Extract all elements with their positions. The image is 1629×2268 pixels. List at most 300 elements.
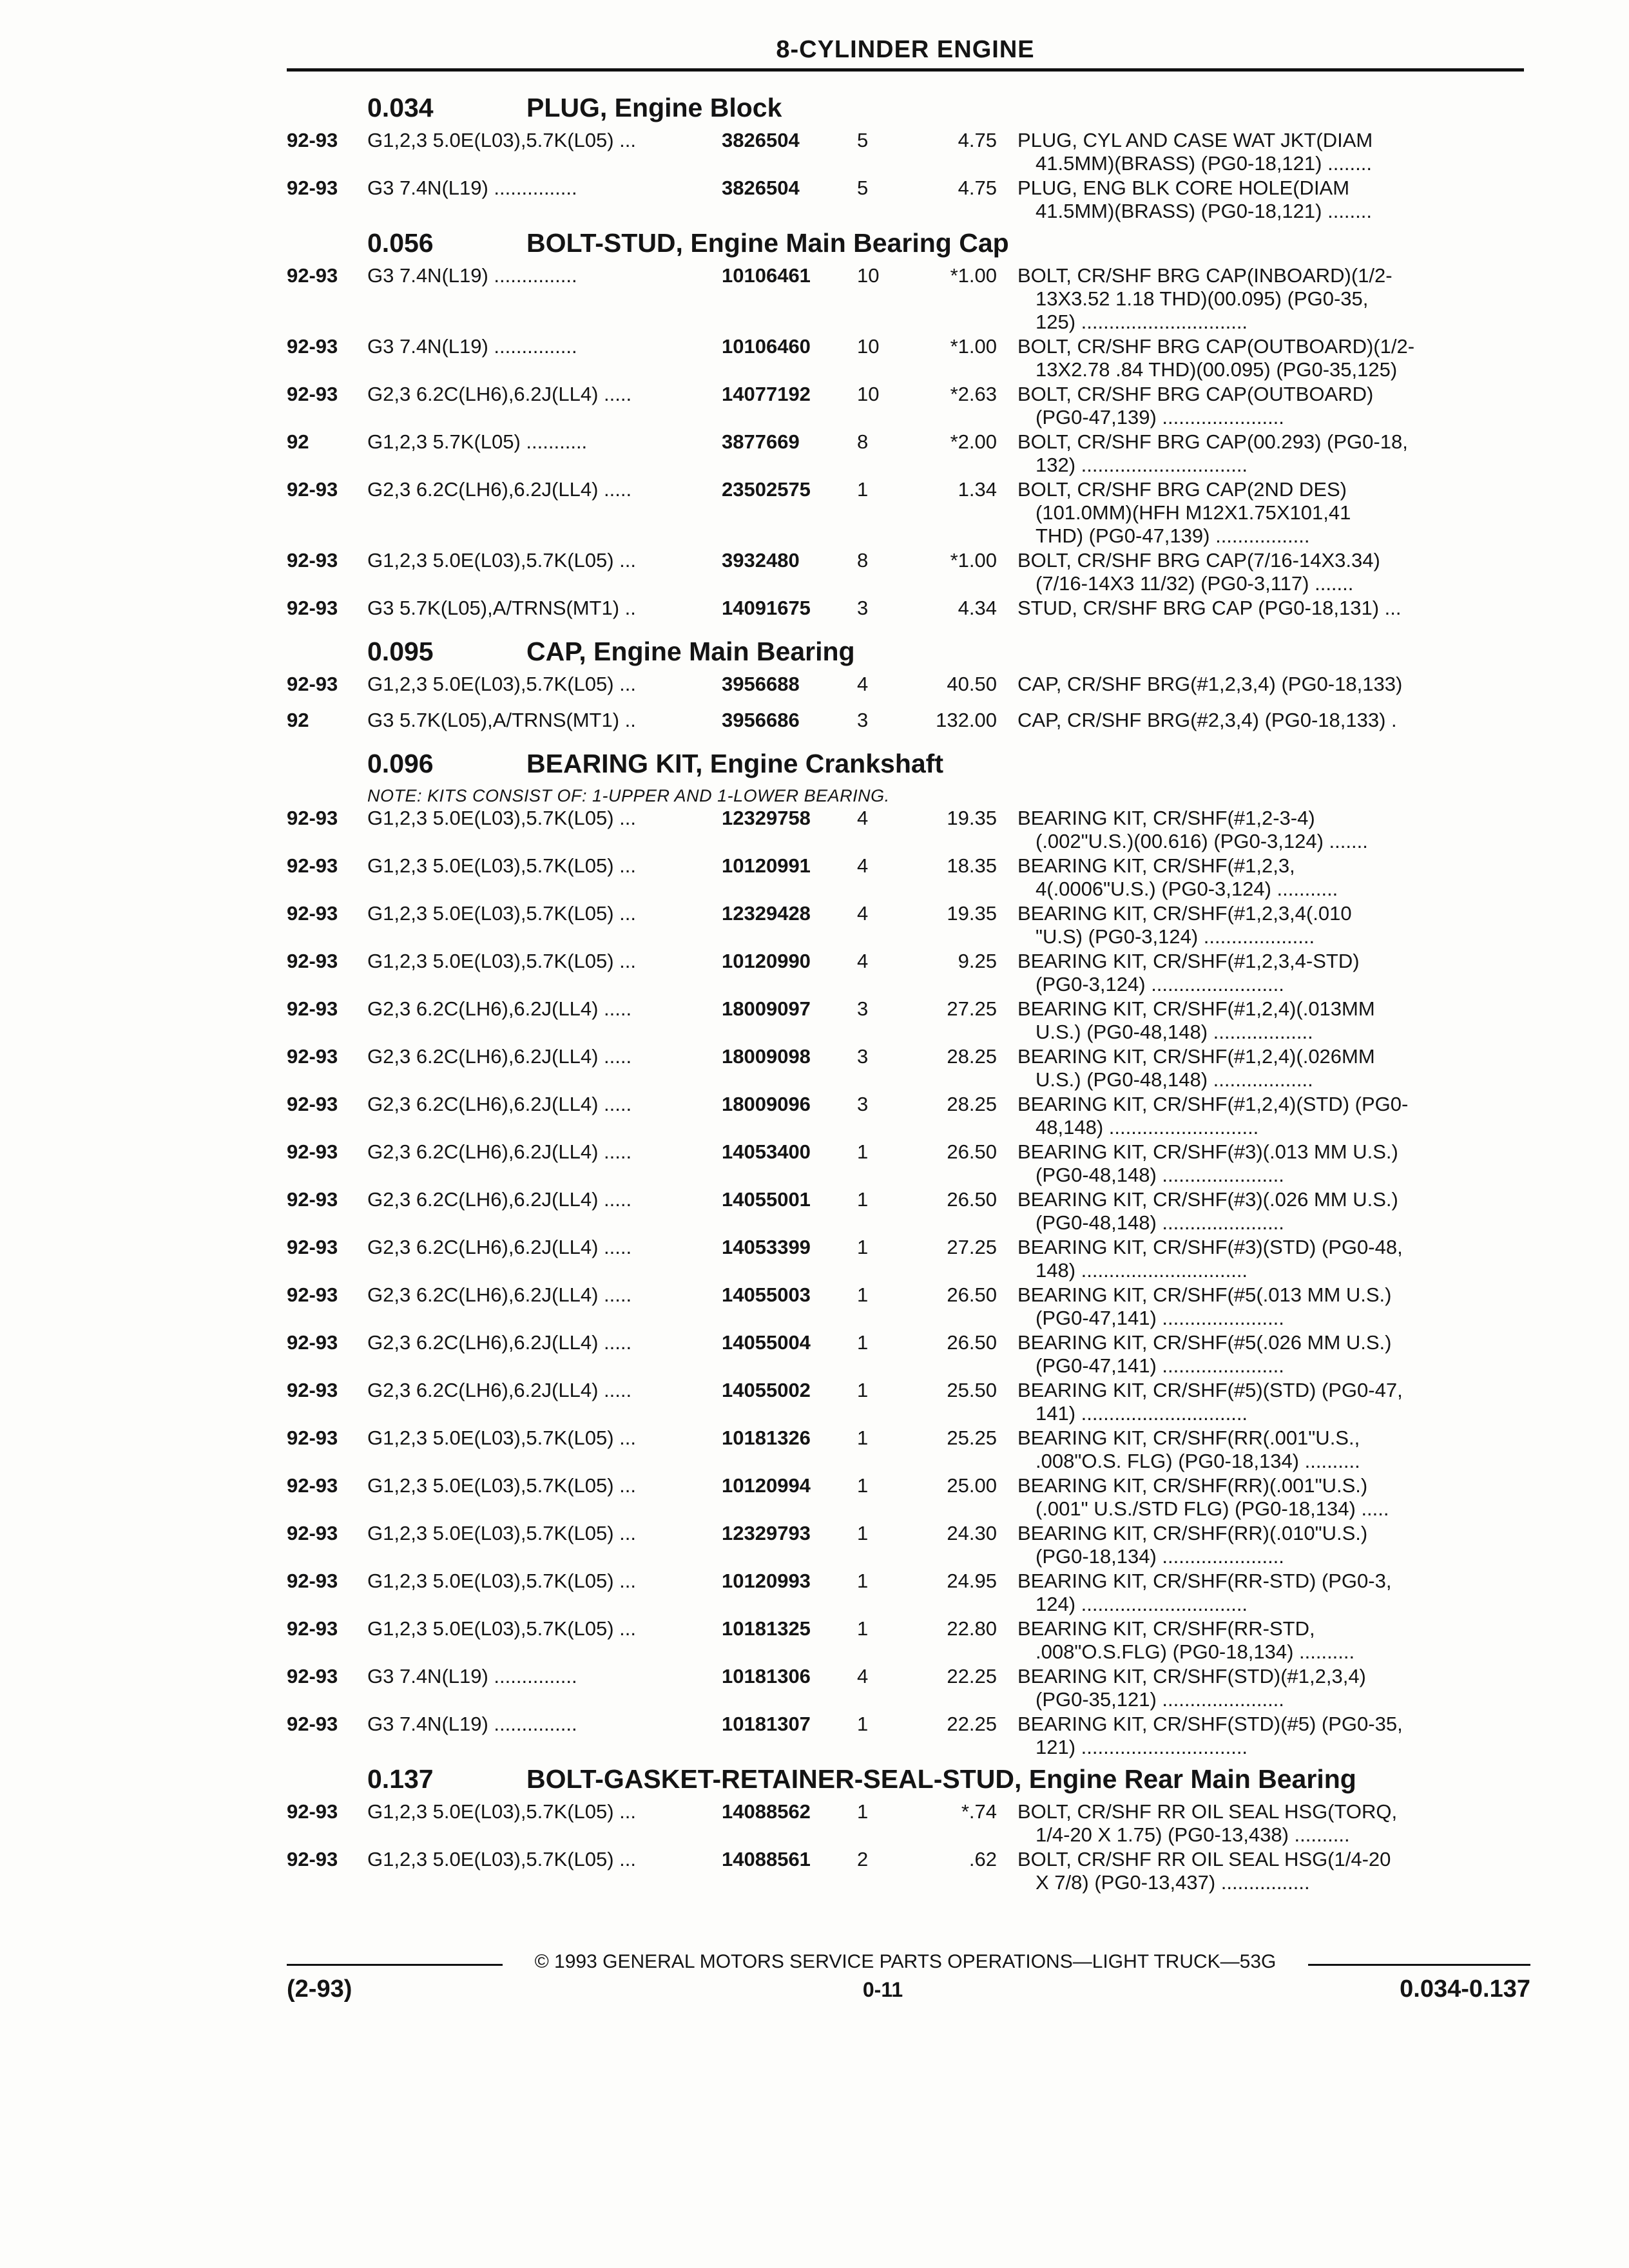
quantity: 10 [857,264,880,287]
description-line: (PG0-48,148) ...................... [1036,1211,1284,1234]
copyright-line: © 1993 GENERAL MOTORS SERVICE PARTS OPERATIONS—LIGHT TRUCK—53G [534,1951,1277,1972]
parts-row [287,1331,1530,1379]
price: *1.00 [950,335,997,358]
model-year: 92-93 [287,478,338,501]
description-line: BEARING KIT, CR/SHF(#3)(.026 MM U.S.) [1017,1188,1398,1211]
model-year: 92 [287,430,309,453]
quantity: 1 [857,1331,869,1354]
part-description [1017,430,1488,478]
description-line: U.S.) (PG0-48,148) .................. [1036,1021,1313,1043]
part-description [1017,597,1488,633]
parts-row [287,264,1530,335]
model-application: G1,2,3 5.0E(L03),5.7K(L05) ... [367,1617,637,1640]
quantity: 8 [857,430,869,453]
model-year: 92-93 [287,1188,338,1211]
price: 40.50 [947,673,997,695]
description-line: (PG0-47,139) ...................... [1036,406,1284,428]
part-description [1017,549,1488,597]
page-number: 0-11 [862,1978,903,2001]
model-application: G1,2,3 5.0E(L03),5.7K(L05) ... [367,854,637,877]
part-number: 14088561 [722,1848,811,1870]
model-year: 92-93 [287,177,338,199]
part-number: 14055002 [722,1379,811,1401]
quantity: 4 [857,902,869,925]
model-application: G3 7.4N(L19) ............... [367,177,577,199]
parts-row [287,1713,1530,1760]
price: *1.00 [950,549,997,572]
quantity: 1 [857,1713,869,1735]
model-year: 92-93 [287,1045,338,1068]
price: 26.50 [947,1283,997,1306]
part-description [1017,335,1488,383]
model-application: G1,2,3 5.0E(L03),5.7K(L05) ... [367,1848,637,1870]
quantity: 1 [857,1188,869,1211]
parts-row [287,1093,1530,1140]
model-year: 92-93 [287,1522,338,1544]
price: 25.50 [947,1379,997,1401]
price: 9.25 [958,950,997,972]
model-application: G1,2,3 5.0E(L03),5.7K(L05) ... [367,950,637,972]
model-application: G3 7.4N(L19) ............... [367,335,577,358]
price: 27.25 [947,997,997,1020]
model-application: G2,3 6.2C(LH6),6.2J(LL4) ..... [367,997,632,1020]
quantity: 10 [857,383,880,405]
part-description [1017,383,1488,430]
price: 28.25 [947,1093,997,1115]
description-line: (.002"U.S.)(00.616) (PG0-3,124) ....... [1036,830,1368,852]
quantity: 4 [857,950,869,972]
parts-row [287,1283,1530,1331]
part-description [1017,997,1488,1045]
section-code: 0.034 [367,93,434,122]
part-description [1017,478,1488,549]
part-description [1017,1570,1488,1617]
section-header [287,1760,1530,1800]
description-line: BEARING KIT, CR/SHF(#1,2,3,4(.010 [1017,902,1352,925]
model-year: 92-93 [287,1617,338,1640]
description-line: 48,148) ........................... [1036,1116,1259,1139]
price: 24.95 [947,1570,997,1592]
parts-row [287,1427,1530,1474]
parts-row [287,177,1530,224]
price: 4.75 [958,177,997,199]
parts-list [287,89,1530,1896]
model-application: G2,3 6.2C(LH6),6.2J(LL4) ..... [367,1236,632,1258]
part-number: 14053400 [722,1140,811,1163]
model-year: 92-93 [287,1713,338,1735]
description-line: PLUG, ENG BLK CORE HOLE(DIAM [1017,177,1350,199]
section-title: BOLT-GASKET-RETAINER-SEAL-STUD, Engine Rear Main Bearing [526,1764,1356,1794]
part-description [1017,1427,1488,1474]
part-description [1017,1236,1488,1283]
part-number: 3826504 [722,177,800,199]
model-year: 92-93 [287,1140,338,1163]
part-number: 18009098 [722,1045,811,1068]
part-description [1017,1188,1488,1236]
description-line: U.S.) (PG0-48,148) .................. [1036,1068,1313,1091]
model-application: G3 5.7K(L05),A/TRNS(MT1) .. [367,709,636,731]
model-application: G2,3 6.2C(LH6),6.2J(LL4) ..... [367,478,632,501]
model-application: G2,3 6.2C(LH6),6.2J(LL4) ..... [367,1045,632,1068]
description-line: BOLT, CR/SHF RR OIL SEAL HSG(TORQ, [1017,1800,1398,1823]
model-application: G1,2,3 5.7K(L05) ........... [367,430,588,453]
description-line: 13X2.78 .84 THD)(00.095) (PG0-35,125) [1036,358,1398,381]
description-line: (PG0-3,124) ........................ [1036,973,1284,995]
part-number: 10181326 [722,1427,811,1449]
model-year: 92-93 [287,1570,338,1592]
model-application: G1,2,3 5.0E(L03),5.7K(L05) ... [367,807,637,829]
parts-row [287,1522,1530,1570]
part-number: 10106460 [722,335,811,358]
model-year: 92-93 [287,950,338,972]
model-year: 92-93 [287,264,338,287]
part-number: 14091675 [722,597,811,619]
quantity: 5 [857,177,869,199]
price: 26.50 [947,1188,997,1211]
part-number: 23502575 [722,478,811,501]
section-title: BOLT-STUD, Engine Main Bearing Cap [526,228,1009,258]
part-number: 14055004 [722,1331,811,1354]
description-line: BEARING KIT, CR/SHF(#1,2,4)(.026MM [1017,1045,1375,1068]
header-rule [287,68,1524,72]
description-line: THD) (PG0-47,139) ................. [1036,524,1310,547]
parts-row [287,129,1530,177]
part-number: 10181307 [722,1713,811,1735]
quantity: 1 [857,1522,869,1544]
part-description [1017,902,1488,950]
part-description [1017,1617,1488,1665]
model-year: 92-93 [287,1665,338,1687]
model-year: 92-93 [287,997,338,1020]
page-title: 8-CYLINDER ENGINE [776,36,1035,63]
quantity: 3 [857,1045,869,1068]
part-number: 14053399 [722,1236,811,1258]
description-line: BOLT, CR/SHF RR OIL SEAL HSG(1/4-20 [1017,1848,1391,1870]
section-title: PLUG, Engine Block [526,93,782,122]
part-number: 10120990 [722,950,811,972]
section-code: 0.096 [367,749,434,778]
model-application: G2,3 6.2C(LH6),6.2J(LL4) ..... [367,1379,632,1401]
price: 132.00 [936,709,997,731]
section-title: CAP, Engine Main Bearing [526,637,855,666]
price: .62 [969,1848,997,1870]
description-line: BOLT, CR/SHF BRG CAP(00.293) (PG0-18, [1017,430,1408,453]
description-line: BEARING KIT, CR/SHF(STD)(#1,2,3,4) [1017,1665,1366,1687]
model-year: 92-93 [287,597,338,619]
model-application: G1,2,3 5.0E(L03),5.7K(L05) ... [367,902,637,925]
model-year: 92-93 [287,807,338,829]
model-year: 92 [287,709,309,731]
part-number: 14077192 [722,383,811,405]
model-year: 92-93 [287,1283,338,1306]
model-year: 92-93 [287,1474,338,1497]
quantity: 2 [857,1848,869,1870]
description-line: BEARING KIT, CR/SHF(STD)(#5) (PG0-35, [1017,1713,1403,1735]
footer-date: (2-93) [287,1975,352,2003]
part-number: 18009096 [722,1093,811,1115]
description-line: (PG0-47,141) ...................... [1036,1354,1284,1377]
model-application: G1,2,3 5.0E(L03),5.7K(L05) ... [367,673,637,695]
description-line: 13X3.52 1.18 THD)(00.095) (PG0-35, [1036,287,1369,310]
model-application: G3 7.4N(L19) ............... [367,1665,577,1687]
parts-row [287,807,1530,854]
section-header [287,633,1530,673]
model-application: G2,3 6.2C(LH6),6.2J(LL4) ..... [367,1331,632,1354]
model-year: 92-93 [287,549,338,572]
model-year: 92-93 [287,1331,338,1354]
description-line: BOLT, CR/SHF BRG CAP(OUTBOARD)(1/2- [1017,335,1415,358]
part-number: 10120991 [722,854,811,877]
quantity: 10 [857,335,880,358]
price: 1.34 [958,478,997,501]
description-line: CAP, CR/SHF BRG(#2,3,4) (PG0-18,133) . [1017,709,1397,731]
description-line: 132) .............................. [1036,454,1248,476]
description-line: 41.5MM)(BRASS) (PG0-18,121) ........ [1036,200,1372,222]
description-line: 141) .............................. [1036,1402,1248,1425]
model-year: 92-93 [287,673,338,695]
description-line: BEARING KIT, CR/SHF(#5(.013 MM U.S.) [1017,1283,1392,1306]
part-number: 14055001 [722,1188,811,1211]
section-code: 0.056 [367,228,434,258]
price: 4.34 [958,597,997,619]
model-application: G2,3 6.2C(LH6),6.2J(LL4) ..... [367,383,632,405]
price: *2.63 [950,383,997,405]
parts-row [287,1188,1530,1236]
model-application: G2,3 6.2C(LH6),6.2J(LL4) ..... [367,1093,632,1115]
footer-rule-right [1308,1964,1530,1966]
description-line: BEARING KIT, CR/SHF(#5(.026 MM U.S.) [1017,1331,1392,1354]
quantity: 1 [857,1427,869,1449]
part-description [1017,1713,1488,1760]
part-number: 12329793 [722,1522,811,1544]
quantity: 3 [857,709,869,731]
section-header [287,89,1530,129]
quantity: 1 [857,478,869,501]
parts-row [287,854,1530,902]
section-title: BEARING KIT, Engine Crankshaft [526,749,943,778]
model-year: 92-93 [287,129,338,151]
quantity: 3 [857,597,869,619]
description-line: BEARING KIT, CR/SHF(#1,2,4)(STD) (PG0- [1017,1093,1409,1115]
quantity: 1 [857,1379,869,1401]
parts-row [287,1140,1530,1188]
quantity: 1 [857,1617,869,1640]
part-description [1017,1140,1488,1188]
description-line: "U.S) (PG0-3,124) .................... [1036,925,1315,948]
model-year: 92-93 [287,1427,338,1449]
parts-row [287,902,1530,950]
parts-row [287,597,1530,633]
parts-row [287,1236,1530,1283]
description-line: BOLT, CR/SHF BRG CAP(2ND DES) [1017,478,1347,501]
section-header [287,745,1530,785]
price: 26.50 [947,1331,997,1354]
quantity: 4 [857,1665,869,1687]
description-line: 121) .............................. [1036,1736,1248,1758]
parts-row [287,1848,1530,1896]
price: 22.25 [947,1713,997,1735]
model-application: G1,2,3 5.0E(L03),5.7K(L05) ... [367,129,637,151]
model-application: G1,2,3 5.0E(L03),5.7K(L05) ... [367,1800,637,1823]
part-description [1017,1848,1488,1896]
part-description [1017,1283,1488,1331]
price: 27.25 [947,1236,997,1258]
model-year: 92-93 [287,1379,338,1401]
part-description [1017,1522,1488,1570]
model-application: G2,3 6.2C(LH6),6.2J(LL4) ..... [367,1188,632,1211]
section-range: 0.034-0.137 [1400,1975,1530,2003]
model-application: G2,3 6.2C(LH6),6.2J(LL4) ..... [367,1283,632,1306]
part-description [1017,950,1488,997]
quantity: 1 [857,1474,869,1497]
model-application: G3 5.7K(L05),A/TRNS(MT1) .. [367,597,636,619]
description-line: (PG0-18,134) ...................... [1036,1545,1284,1568]
price: 22.25 [947,1665,997,1687]
part-description [1017,129,1488,177]
quantity: 8 [857,549,869,572]
quantity: 1 [857,1236,869,1258]
part-number: 3956686 [722,709,800,731]
part-number: 10181325 [722,1617,811,1640]
footer-rule-left [287,1964,503,1966]
description-line: (PG0-35,121) ...................... [1036,1688,1284,1711]
model-application: G3 7.4N(L19) ............... [367,264,577,287]
part-description [1017,1474,1488,1522]
price: 25.25 [947,1427,997,1449]
model-application: G2,3 6.2C(LH6),6.2J(LL4) ..... [367,1140,632,1163]
model-year: 92-93 [287,902,338,925]
section-header [287,224,1530,264]
price: 25.00 [947,1474,997,1497]
model-year: 92-93 [287,1800,338,1823]
model-application: G1,2,3 5.0E(L03),5.7K(L05) ... [367,1522,637,1544]
description-line: BEARING KIT, CR/SHF(#3)(.013 MM U.S.) [1017,1140,1398,1163]
parts-row [287,950,1530,997]
part-description [1017,177,1488,224]
description-line: BOLT, CR/SHF BRG CAP(7/16-14X3.34) [1017,549,1380,572]
parts-row [287,673,1530,709]
part-number: 14055003 [722,1283,811,1306]
section-code: 0.095 [367,637,434,666]
description-line: .008"O.S.FLG) (PG0-18,134) .......... [1036,1640,1355,1663]
model-year: 92-93 [287,335,338,358]
quantity: 4 [857,807,869,829]
quantity: 1 [857,1800,869,1823]
model-year: 92-93 [287,1093,338,1115]
parts-row [287,549,1530,597]
parts-row [287,383,1530,430]
model-year: 92-93 [287,383,338,405]
description-line: BEARING KIT, CR/SHF(RR)(.001"U.S.) [1017,1474,1368,1497]
price: 19.35 [947,807,997,829]
parts-row [287,335,1530,383]
part-number: 3826504 [722,129,800,151]
description-line: BEARING KIT, CR/SHF(#1,2,4)(.013MM [1017,997,1375,1020]
part-description [1017,854,1488,902]
description-line: 125) .............................. [1036,311,1248,333]
price: 28.25 [947,1045,997,1068]
price: 24.30 [947,1522,997,1544]
part-number: 14088562 [722,1800,811,1823]
description-line: BEARING KIT, CR/SHF(RR-STD) (PG0-3, [1017,1570,1392,1592]
parts-row [287,430,1530,478]
description-line: BEARING KIT, CR/SHF(#1,2,3, [1017,854,1295,877]
part-number: 10106461 [722,264,811,287]
description-line: (PG0-48,148) ...................... [1036,1164,1284,1186]
description-line: 1/4-20 X 1.75) (PG0-13,438) .......... [1036,1823,1350,1846]
description-line: .008"O.S. FLG) (PG0-18,134) .......... [1036,1450,1360,1472]
model-application: G1,2,3 5.0E(L03),5.7K(L05) ... [367,1474,637,1497]
model-application: G1,2,3 5.0E(L03),5.7K(L05) ... [367,1570,637,1592]
quantity: 4 [857,673,869,695]
description-line: (7/16-14X3 11/32) (PG0-3,117) ....... [1036,572,1354,595]
price: 18.35 [947,854,997,877]
part-number: 10120993 [722,1570,811,1592]
part-description [1017,1800,1488,1848]
model-year: 92-93 [287,1848,338,1870]
description-line: BEARING KIT, CR/SHF(#1,2,3,4-STD) [1017,950,1360,972]
description-line: BOLT, CR/SHF BRG CAP(INBOARD)(1/2- [1017,264,1393,287]
part-number: 3877669 [722,430,800,453]
part-description [1017,1093,1488,1140]
part-number: 10181306 [722,1665,811,1687]
parts-row [287,997,1530,1045]
quantity: 4 [857,854,869,877]
price: *2.00 [950,430,997,453]
price: 19.35 [947,902,997,925]
quantity: 5 [857,129,869,151]
part-number: 18009097 [722,997,811,1020]
parts-row [287,1665,1530,1713]
part-description [1017,264,1488,335]
model-application: G1,2,3 5.0E(L03),5.7K(L05) ... [367,1427,637,1449]
description-line: BEARING KIT, CR/SHF(#3)(STD) (PG0-48, [1017,1236,1403,1258]
quantity: 1 [857,1570,869,1592]
price: 22.80 [947,1617,997,1640]
parts-row [287,1045,1530,1093]
description-line: BEARING KIT, CR/SHF(RR(.001"U.S., [1017,1427,1360,1449]
description-line: BOLT, CR/SHF BRG CAP(OUTBOARD) [1017,383,1374,405]
description-line: 124) .............................. [1036,1593,1248,1615]
parts-row [287,1617,1530,1665]
price: 26.50 [947,1140,997,1163]
description-line: (.001" U.S./STD FLG) (PG0-18,134) ..... [1036,1497,1389,1520]
description-line: 4(.0006"U.S.) (PG0-3,124) ........... [1036,878,1338,900]
description-line: BEARING KIT, CR/SHF(RR-STD, [1017,1617,1315,1640]
part-number: 3956688 [722,673,800,695]
model-year: 92-93 [287,1236,338,1258]
price: *1.00 [950,264,997,287]
parts-row [287,1800,1530,1848]
description-line: BEARING KIT, CR/SHF(#1,2-3-4) [1017,807,1315,829]
parts-row [287,1570,1530,1617]
model-year: 92-93 [287,854,338,877]
price: *.74 [961,1800,997,1823]
part-number: 3932480 [722,549,800,572]
description-line: 41.5MM)(BRASS) (PG0-18,121) ........ [1036,152,1372,175]
parts-row [287,478,1530,549]
description-line: X 7/8) (PG0-13,437) ................ [1036,1871,1310,1894]
description-line: (101.0MM)(HFH M12X1.75X101,41 [1036,501,1351,524]
description-line: BEARING KIT, CR/SHF(#5)(STD) (PG0-47, [1017,1379,1403,1401]
price: 4.75 [958,129,997,151]
part-description [1017,1665,1488,1713]
description-line: PLUG, CYL AND CASE WAT JKT(DIAM [1017,129,1373,151]
model-application: G1,2,3 5.0E(L03),5.7K(L05) ... [367,549,637,572]
description-line: CAP, CR/SHF BRG(#1,2,3,4) (PG0-18,133) [1017,673,1403,695]
description-line: BEARING KIT, CR/SHF(RR)(.010"U.S.) [1017,1522,1368,1544]
parts-row [287,709,1530,745]
